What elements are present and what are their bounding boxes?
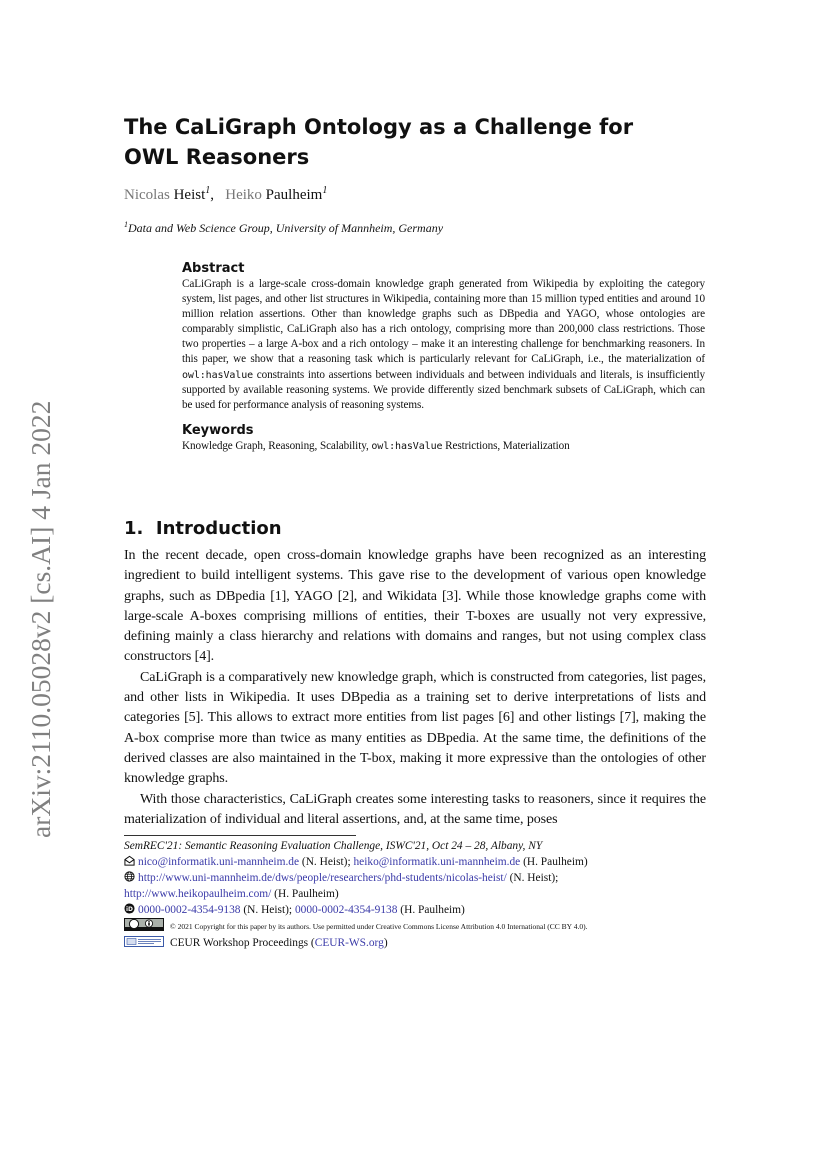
email-1-link[interactable]: nico@informatik.uni-mannheim.de <box>138 856 300 868</box>
url-1-link[interactable]: http://www.uni-mannheim.de/dws/people/researchers/phd-students/nicolas-heist/ <box>138 872 507 884</box>
author-2-family: Paulheim <box>265 187 323 203</box>
footnotes <box>124 838 706 951</box>
arxiv-stamp <box>2 380 66 840</box>
section-heading <box>124 518 282 539</box>
ceur-text: CEUR Workshop Proceedings ( <box>170 937 315 949</box>
affiliation-sup: 1 <box>124 220 128 229</box>
affiliation-text: Data and Web Science Group, University of Mannheim, Germany <box>128 221 444 235</box>
envelope-icon <box>124 855 135 866</box>
keywords-text <box>182 439 705 454</box>
license-line <box>124 918 706 935</box>
paragraph-1: In the recent decade, open cross-domain knowledge graphs have been recognized as an interesting ingredient to build intelligent systems. This gave rise to the development of various open knowledge graphs, such as DBpedia [1], YAGO [2], and Wikidata [3]. While those knowledge graphs come with large-scale A-boxes comprising millions of entities, their T-boxes are usually not very expressive, defining mainly a class hierarchy and relations with domains and ranges, but not using complex class constructors [4]. <box>124 548 706 665</box>
author-1-sup: 1 <box>205 185 211 196</box>
abstract-text <box>182 277 705 413</box>
paragraph-2: CaLiGraph is a comparatively new knowledge graph, which is constructed from categories, list pages, and other lists in Wikipedia. It uses DBpedia as a training set to derive interpretations of lists and categories [5]. This allows to extract more entities from list pages [6] and other listings [7], making the A-box comprise more than twice as many entities as DBpedia. At the same time, the definitions of the derived classes are also maintained in the T-box, making it more expressive than the ontologies of other knowledge graphs. <box>124 669 706 787</box>
email-2-owner: (H. Paulheim) <box>520 856 588 868</box>
svg-text:iD: iD <box>126 905 133 913</box>
title-line-2: OWL Reasoners <box>124 145 310 169</box>
ceur-close: ) <box>383 937 388 949</box>
footnote-rule <box>124 835 356 836</box>
author-1-given: Nicolas <box>124 187 170 203</box>
orcid-1-link[interactable]: 0000-0002-4354-9138 <box>138 904 241 916</box>
title-line-1: The CaLiGraph Ontology as a Challenge for <box>124 115 634 139</box>
abstract-text-before: CaLiGraph is a large-scale cross-domain knowledge graph generated from Wikipedia by exploiting the category system, list pages, and other list structures in Wikipedia, containing more than 15 million typed entities and around 10 million relation assertions. Other than knowledge graphs such as DBpedia and YAGO, whose ontologies are comparably simplistic, CaLiGraph also has a rich ontology, comprising more than 200,000 class restrictions. Those two properties – a large A-box and a rich ontology – make it an interesting challenge for benchmarking reasoners. In this paper, we show that a reasoning task which is particularly relevant for CaLiGraph, i.e., the materialization of <box>182 278 705 366</box>
abstract-heading: Abstract <box>182 261 245 276</box>
section-number: 1. <box>124 518 144 539</box>
email-1-owner: (N. Heist); <box>299 856 354 868</box>
affiliation <box>124 220 443 236</box>
keywords-text-after: Restrictions, Materialization <box>442 439 570 452</box>
body-text <box>124 546 706 830</box>
url-2-owner: (H. Paulheim) <box>271 888 339 900</box>
orcid-icon <box>124 903 135 914</box>
author-2-given: Heiko <box>225 187 262 203</box>
license-text: © 2021 Copyright for this paper by its authors. Use permitted under Creative Commons License Attribution 4.0 International (CC BY 4.0). <box>170 922 588 931</box>
orcid-2-owner: (H. Paulheim) <box>397 904 465 916</box>
url-1-owner: (N. Heist); <box>506 872 559 884</box>
author-2-sup: 1 <box>322 185 328 196</box>
abstract-text-after: constraints into assertions between individuals and between individuals and literals, is insufficiently supported by available reasoning systems. We provide differently sized benchmark subsets of CaLiGraph, which can be used for performance analysis of reasoning systems. <box>182 368 705 411</box>
orcid-line <box>124 902 706 918</box>
section-title: Introduction <box>155 518 282 539</box>
author-list: Nicolas Heist$^1$, Heiko Paulheim$^1$ <box>124 185 328 203</box>
paper-title <box>124 112 724 172</box>
author-1-family: Heist <box>173 187 206 203</box>
ceur-logo-icon <box>124 936 164 947</box>
globe-icon <box>124 871 135 882</box>
orcid-2-link[interactable]: 0000-0002-4354-9138 <box>294 904 398 916</box>
url-2-link[interactable]: http://www.heikopaulheim.com/ <box>124 888 272 900</box>
email-line <box>124 854 706 870</box>
arxiv-stamp-text: arXiv:2110.05028v2 [cs.AI] 4 Jan 2022 <box>25 400 56 838</box>
abstract-code: owl:hasValue <box>182 369 254 381</box>
keywords-text-before: Knowledge Graph, Reasoning, Scalability, <box>182 439 372 452</box>
abstract-block <box>182 261 705 454</box>
ceur-line <box>124 935 706 951</box>
email-2-link[interactable]: heiko@informatik.uni-mannheim.de <box>353 856 521 868</box>
ceur-link[interactable]: CEUR-WS.org <box>314 937 384 949</box>
keywords-code: owl:hasValue <box>371 440 443 452</box>
venue-note: SemREC'21: Semantic Reasoning Evaluation Challenge, ISWC'21, Oct 24 – 28, Albany, NY <box>124 840 543 852</box>
orcid-1-owner: (N. Heist); <box>240 904 295 916</box>
keywords-heading: Keywords <box>182 422 254 438</box>
cc-by-badge-icon <box>124 918 164 931</box>
url-line <box>124 870 706 902</box>
paragraph-3: With those characteristics, CaLiGraph creates some interesting tasks to reasoners, since it requires the materialization of individual and literal assertions, and, at the same time, poses <box>124 791 706 827</box>
